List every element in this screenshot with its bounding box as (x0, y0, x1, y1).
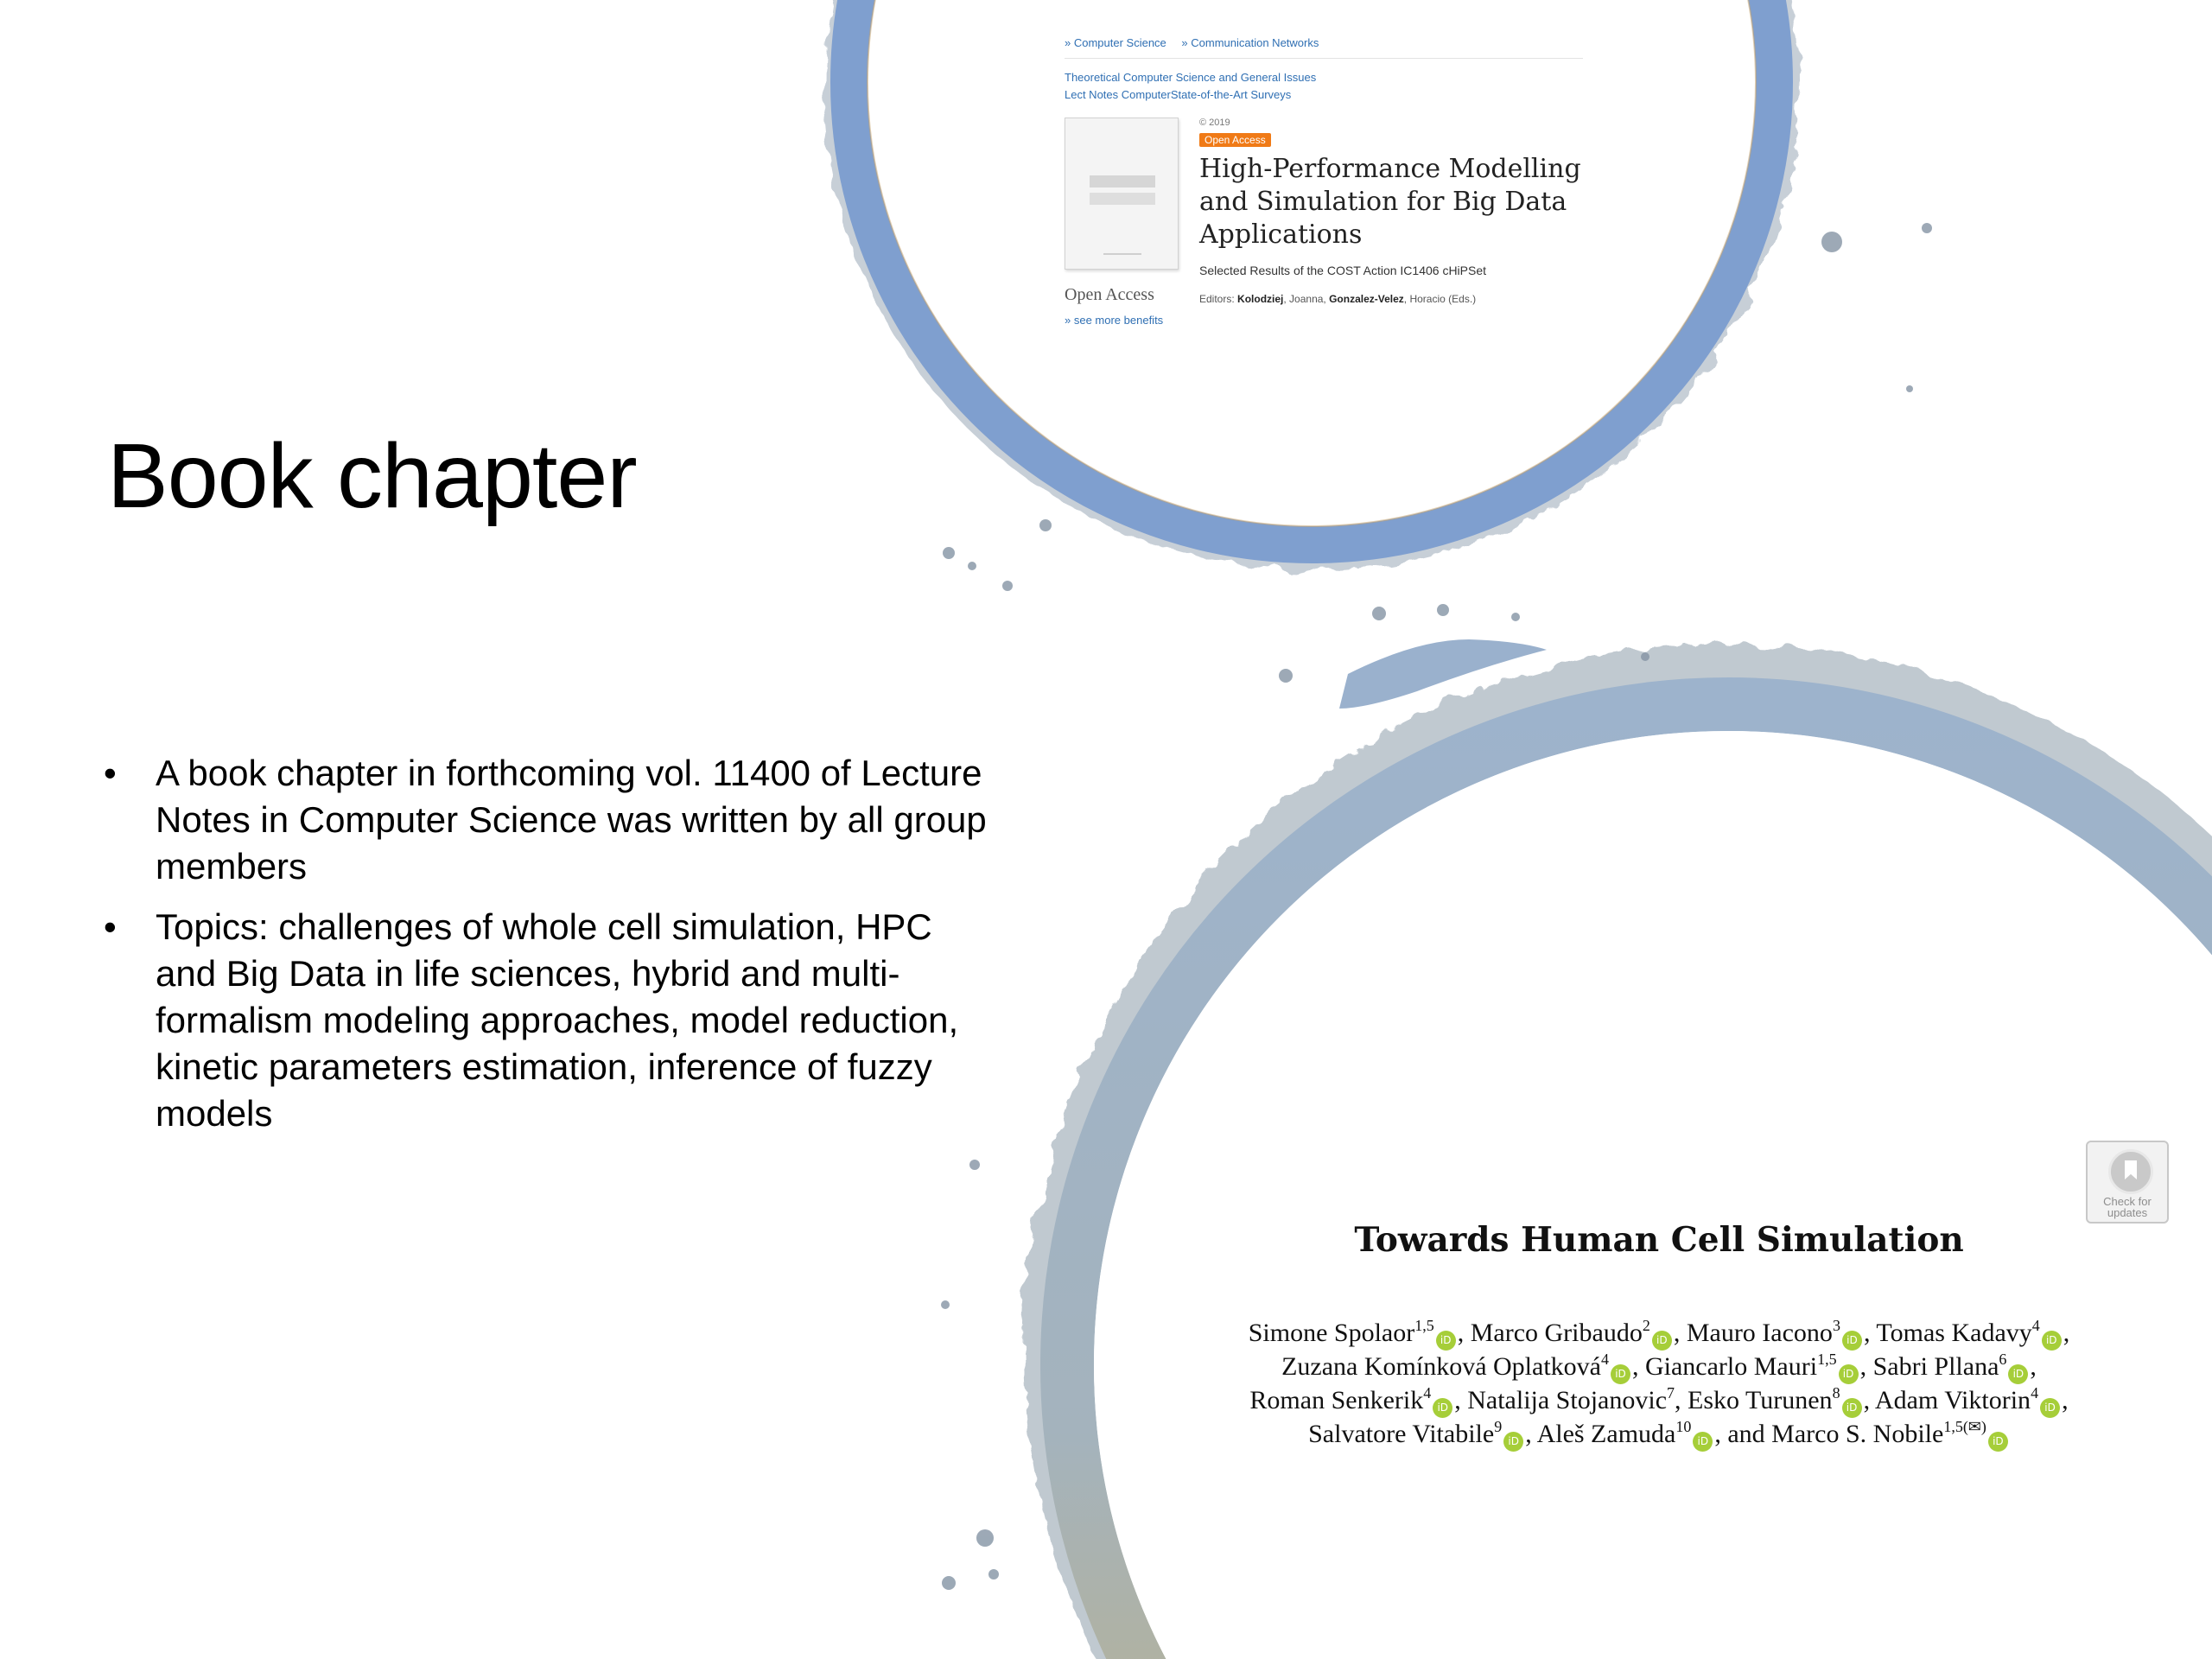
author-list (1149, 1317, 2169, 1452)
author-name: Mauro Iacono (1686, 1319, 1833, 1347)
author-separator: , (1525, 1420, 1537, 1448)
author-separator: , and (1714, 1420, 1772, 1448)
author-name: Salvatore Vitabile (1308, 1420, 1495, 1448)
author-line (1149, 1384, 2169, 1418)
bottom-ink-ring (1054, 639, 2212, 1659)
bullet-item (104, 750, 1002, 890)
bullet-text: Topics: challenges of whole cell simulation, HPC and Big Data in life sciences, hybrid and multi-formalism modeling approaches, model reduction, kinetic parameters estimation, inference of fuzzy models (156, 906, 959, 1134)
author-separator: , (2030, 1352, 2037, 1381)
author-affiliation: 1,5 (1414, 1317, 1434, 1334)
author-name: Adam Viktorin (1874, 1386, 2031, 1414)
series-link[interactable]: Lect Notes ComputerState-of-the-Art Surveys (1065, 88, 1292, 101)
breadcrumb-computer-science[interactable]: » Computer Science (1065, 36, 1166, 49)
bullet-dot: • (104, 906, 117, 947)
see-more-benefits-link[interactable]: » see more benefits (1065, 314, 1164, 327)
book-subtitle: Selected Results of the COST Action IC1406 cHiPSet (1199, 264, 1487, 277)
editor-last-name[interactable]: Gonzalez-Velez (1329, 293, 1404, 305)
author-separator: , (1863, 1386, 1875, 1414)
author-name: Marco Gribaudo (1470, 1319, 1643, 1347)
author-separator: , (1675, 1386, 1688, 1414)
author-separator: , (1863, 1319, 1877, 1347)
orcid-icon[interactable]: iD (1652, 1331, 1672, 1351)
author-name: Zuzana Komínková Oplatková (1281, 1352, 1601, 1381)
author-name: Giancarlo Mauri (1644, 1352, 1818, 1381)
book-info (1199, 118, 1588, 305)
bookmark-icon (2108, 1149, 2153, 1194)
author-line (1149, 1351, 2169, 1384)
author-affiliation: 8 (1832, 1384, 1840, 1402)
springer-book-page (1065, 36, 1583, 327)
author-affiliation: 6 (1999, 1351, 2007, 1368)
series-links (1065, 69, 1583, 104)
open-access-badge: Open Access (1199, 133, 1271, 147)
orcid-icon[interactable]: iD (1503, 1432, 1523, 1452)
author-affiliation: 7 (1667, 1384, 1675, 1402)
bullet-dot: • (104, 753, 117, 793)
check-for-updates-label: Check for updates (2103, 1195, 2152, 1219)
author-affiliation: 4 (2031, 1384, 2039, 1402)
author-affiliation: 2 (1642, 1317, 1650, 1334)
author-name: Marco S. Nobile (1771, 1420, 1944, 1448)
open-access-heading: Open Access (1065, 285, 1154, 304)
orcid-icon[interactable]: iD (2008, 1364, 2028, 1384)
orcid-icon[interactable]: iD (2040, 1398, 2060, 1418)
author-separator: , (1631, 1352, 1645, 1381)
author-name: Esko Turunen (1688, 1386, 1833, 1414)
author-affiliation: 9 (1494, 1418, 1503, 1435)
author-separator: , (1859, 1352, 1873, 1381)
author-affiliation: 10 (1675, 1418, 1692, 1435)
author-affiliation: 1,5 (1817, 1351, 1837, 1368)
orcid-icon[interactable]: iD (1433, 1398, 1452, 1418)
slide-title: Book chapter (107, 425, 637, 527)
book-cover-placeholder (1065, 118, 1179, 270)
orcid-icon[interactable]: iD (1842, 1331, 1862, 1351)
orcid-icon[interactable]: iD (1839, 1364, 1859, 1384)
orcid-icon[interactable]: iD (1693, 1432, 1713, 1452)
author-affiliation: 3 (1832, 1317, 1840, 1334)
author-name: Roman Senkerik (1249, 1386, 1424, 1414)
author-affiliation: 4 (2031, 1317, 2040, 1334)
author-line (1149, 1418, 2169, 1452)
bullet-text: A book chapter in forthcoming vol. 11400 of Lecture Notes in Computer Science was written by all group members (156, 753, 987, 887)
author-affiliation: 4 (1600, 1351, 1609, 1368)
breadcrumb (1065, 36, 1583, 59)
author-separator: , (1673, 1319, 1687, 1347)
author-separator: , (2063, 1319, 2070, 1347)
orcid-icon[interactable]: iD (2042, 1331, 2062, 1351)
orcid-icon[interactable]: iD (1842, 1398, 1862, 1418)
author-line (1149, 1317, 2169, 1351)
editor-first-name: , Horacio (Eds.) (1403, 293, 1477, 305)
copyright-year: © 2019 (1199, 118, 1230, 128)
paper-title: Towards Human Cell Simulation (1354, 1220, 1964, 1260)
author-name: Natalija Stojanovic (1467, 1386, 1668, 1414)
series-link[interactable]: Theoretical Computer Science and General Issues (1065, 71, 1317, 84)
bullet-list (104, 750, 1002, 1151)
book-editors (1199, 293, 1588, 305)
orcid-icon[interactable]: iD (1611, 1364, 1630, 1384)
check-for-updates-button[interactable] (2086, 1141, 2169, 1224)
author-name: Sabri Pllana (1872, 1352, 1999, 1381)
author-name: Aleš Zamuda (1536, 1420, 1676, 1448)
author-separator: , (2062, 1386, 2069, 1414)
author-name: Tomas Kadavy (1876, 1319, 2032, 1347)
author-affiliation: 4 (1423, 1384, 1432, 1402)
editor-first-name: , Joanna, (1283, 293, 1326, 305)
orcid-icon[interactable]: iD (1988, 1432, 2008, 1452)
orcid-icon[interactable]: iD (1436, 1331, 1456, 1351)
book-header (1065, 118, 1583, 305)
author-name: Simone Spolaor (1248, 1319, 1415, 1347)
author-affiliation: 1,5(✉) (1943, 1418, 1986, 1435)
book-title: High-Performance Modelling and Simulation for Big Data Applications (1199, 154, 1581, 250)
editor-last-name[interactable]: Kolodziej (1237, 293, 1284, 305)
author-separator: , (1457, 1319, 1471, 1347)
editors-label: Editors: (1199, 293, 1235, 305)
author-separator: , (1454, 1386, 1468, 1414)
breadcrumb-communication-networks[interactable]: » Communication Networks (1181, 36, 1319, 49)
bullet-item (104, 904, 1002, 1137)
